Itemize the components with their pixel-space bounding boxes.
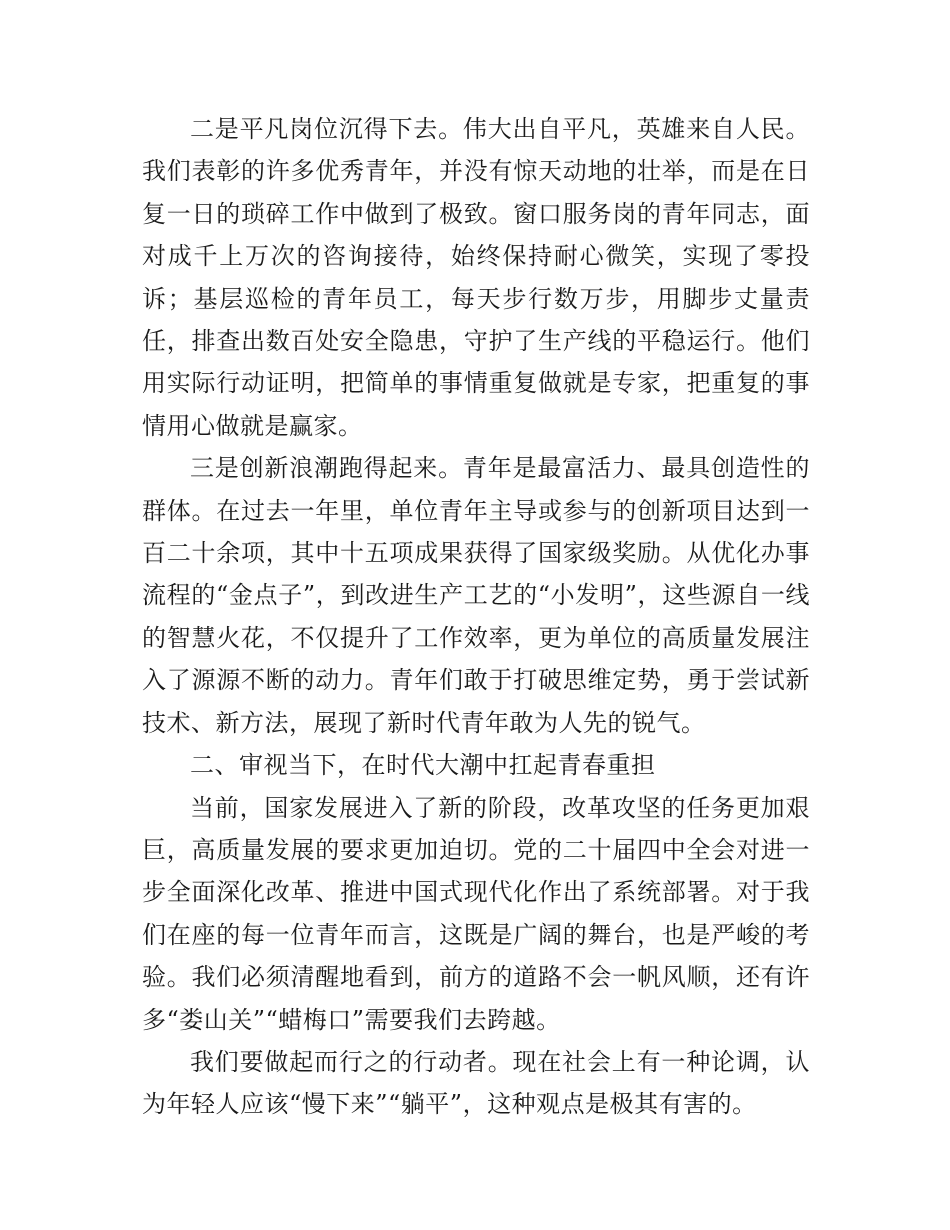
document-page [142,108,810,1126]
paragraph-ordinary-posts: 二是平凡岗位沉得下去。伟大出自平凡，英雄来自人民。我们表彰的许多优秀青年，并没有惊天动地的壮举，而是在日复一日的琐碎工作中做到了极致。窗口服务岗的青年同志，面对成千上万次的咨询接待，始终保持耐心微笑，实现了零投诉；基层巡检的青年员工，每天步行数万步，用脚步丈量责任，排查出数百处安全隐患，守护了生产线的平稳运行。他们用实际行动证明，把简单的事情重复做就是专家，把重复的事情用心做就是赢家。 [142,115,810,440]
paragraph-current-situation: 当前，国家发展进入了新的阶段，改革攻坚的任务更加艰巨，高质量发展的要求更加迫切。党的二十届四中全会对进一步全面深化改革、推进中国式现代化作出了系统部署。对于我们在座的每一位青年而言，这既是广阔的舞台，也是严峻的考验。我们必须清醒地看到，前方的道路不会一帆风顺，还有许多“娄山关”“蜡梅口”需要我们去跨越。 [142,793,810,1034]
section-heading-2: 二、审视当下，在时代大潮中扛起青春重担 [190,751,656,780]
paragraph-innovation: 三是创新浪潮跑得起来。青年是最富活力、最具创造性的群体。在过去一年里，单位青年主导或参与的创新项目达到一百二十余项，其中十五项成果获得了国家级奖励。从优化办事流程的“金点子”，到改进生产工艺的“小发明”，这些源自一线的智慧火花，不仅提升了工作效率，更为单位的高质量发展注入了源源不断的动力。青年们敢于打破思维定势，勇于尝试新技术、新方法，展现了新时代青年敢为人先的锐气。 [142,454,810,737]
paragraph-doers: 我们要做起而行之的行动者。现在社会上有一种论调，认为年轻人应该“慢下来”“躺平”，这种观点是极其有害的。 [142,1047,810,1119]
